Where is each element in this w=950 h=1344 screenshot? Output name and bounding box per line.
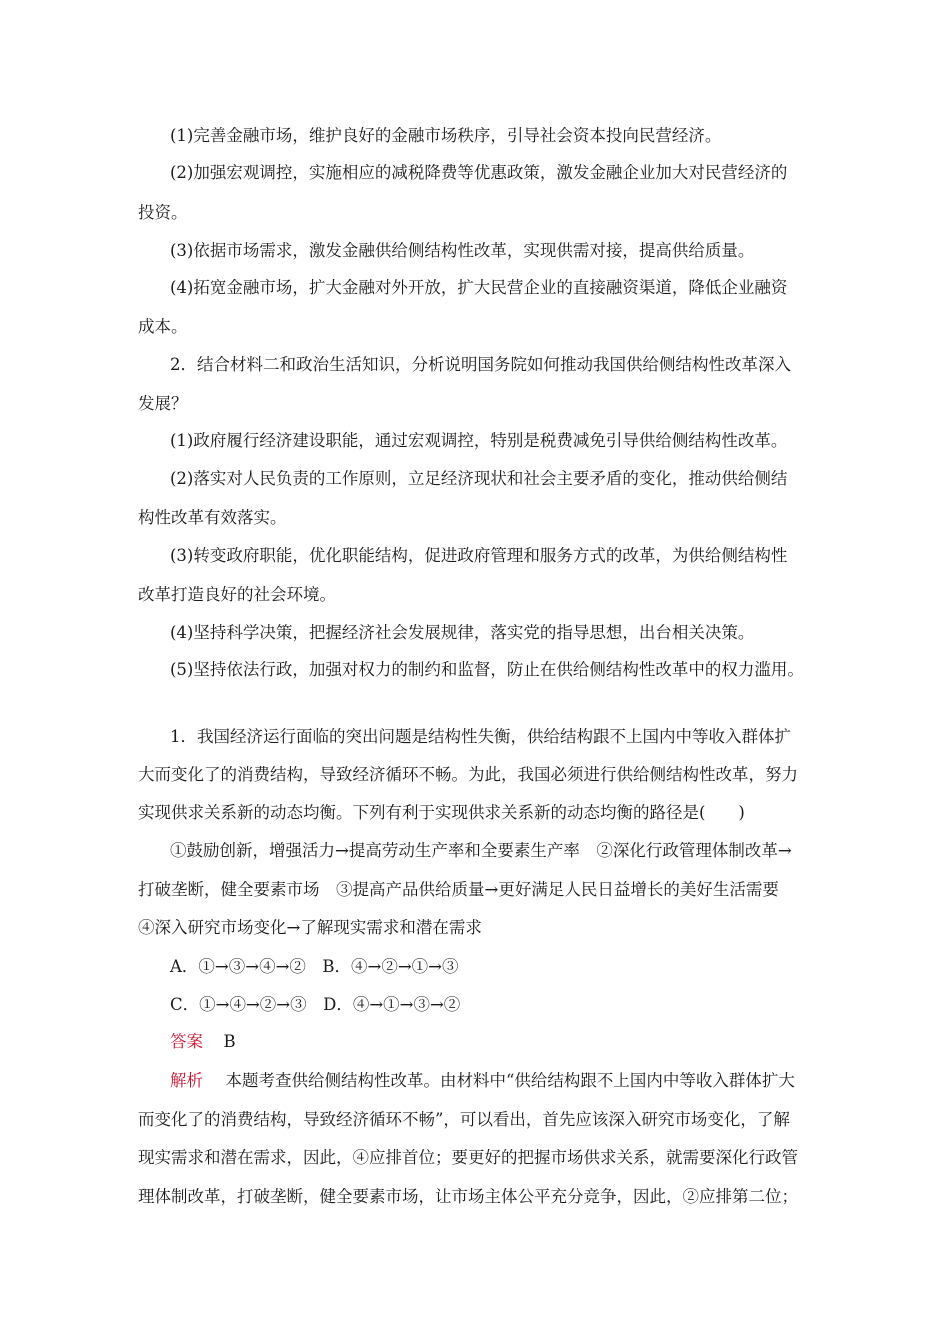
paragraph-line: (1)完善金融市场，维护良好的金融市场秩序，引导社会资本投向民营经济。 bbox=[170, 126, 722, 145]
choice-line: C．①→④→②→③ D．④→①→③→② bbox=[170, 995, 461, 1014]
paragraph-line: (3)依据市场需求，激发金融供给侧结构性改革，实现供需对接，提高供给质量。 bbox=[170, 241, 755, 260]
analysis-line: 现实需求和潜在需求，因此，④应排首位；要更好的把握市场供求关系，就需要深化行政管 bbox=[138, 1148, 798, 1167]
answer-line: 改革打造良好的社会环境。 bbox=[138, 585, 336, 604]
analysis-line: 理体制改革，打破垄断，健全要素市场，让市场主体公平充分竞争，因此，②应排第二位； bbox=[138, 1187, 798, 1206]
question-stem: 大而变化了的消费结构，导致经济循环不畅。为此，我国必须进行供给侧结构性改革，努力 bbox=[138, 765, 798, 784]
answer-row bbox=[170, 1032, 818, 1052]
answer-line: (2)落实对人民负责的工作原则，立足经济现状和社会主要矛盾的变化，推动供给侧结 bbox=[170, 469, 788, 488]
answer-line: (5)坚持依法行政，加强对权力的制约和监督，防止在供给侧结构性改革中的权力滥用。 bbox=[170, 660, 804, 679]
option-line: 打破垄断，健全要素市场 ③提高产品供给质量→更好满足人民日益增长的美好生活需要 bbox=[138, 880, 779, 899]
option-line: ①鼓励创新，增强活力→提高劳动生产率和全要素生产率 ②深化行政管理体制改革→ bbox=[170, 841, 792, 860]
answer-line: (4)坚持科学决策，把握经济社会发展规律，落实党的指导思想，出台相关决策。 bbox=[170, 623, 755, 642]
question-stem: 1．我国经济运行面临的突出问题是结构性失衡，供给结构跟不上国内中等收入群体扩 bbox=[170, 727, 791, 746]
answer-line: (3)转变政府职能，优化职能结构，促进政府管理和服务方式的改革，为供给侧结构性 bbox=[170, 546, 788, 565]
answer-line: (1)政府履行经济建设职能，通过宏观调控，特别是税费减免引导供给侧结构性改革。 bbox=[170, 431, 788, 450]
analysis-line: 而变化了的消费结构，导致经济循环不畅”，可以看出，首先应该深入研究市场变化，了解 bbox=[138, 1110, 790, 1129]
question-stem: 实现供求关系新的动态均衡。下列有利于实现供求关系新的动态均衡的路径是( ) bbox=[138, 803, 745, 822]
answer-value: B bbox=[223, 1032, 236, 1051]
analysis-row bbox=[170, 1071, 818, 1091]
question-stem: 2．结合材料二和政治生活知识，分析说明国务院如何推动我国供给侧结构性改革深入 bbox=[170, 355, 791, 374]
paragraph-line: (2)加强宏观调控，实施相应的减税降费等优惠政策，激发金融企业加大对民营经济的 bbox=[170, 163, 788, 182]
analysis-label: 解析 bbox=[170, 1071, 203, 1090]
paragraph-line: 投资。 bbox=[138, 203, 188, 222]
paragraph-line: (4)拓宽金融市场，扩大金融对外开放，扩大民营企业的直接融资渠道，降低企业融资 bbox=[170, 278, 788, 297]
option-line: ④深入研究市场变化→了解现实需求和潜在需求 bbox=[138, 918, 482, 937]
answer-line: 构性改革有效落实。 bbox=[138, 508, 287, 527]
question-stem: 发展？ bbox=[138, 394, 188, 413]
paragraph-line: 成本。 bbox=[138, 317, 188, 336]
choice-line: A．①→③→④→② B．④→②→①→③ bbox=[170, 957, 459, 976]
answer-label: 答案 bbox=[170, 1032, 203, 1051]
analysis-text: 本题考查供给侧结构性改革。由材料中“供给结构跟不上国内中等收入群体扩大 bbox=[225, 1071, 795, 1090]
